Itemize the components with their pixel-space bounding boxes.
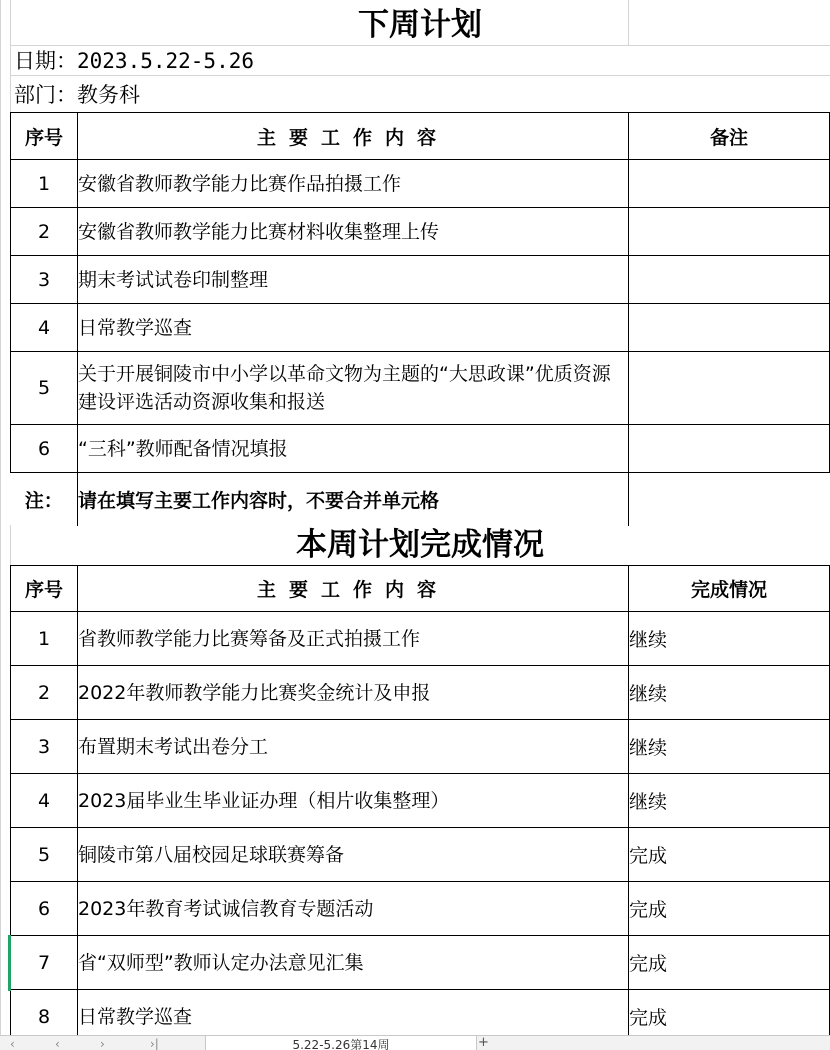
row-remark[interactable] (629, 352, 830, 425)
sheet-tab-bar (0, 1035, 830, 1050)
row-status[interactable]: 继续 (629, 666, 830, 720)
row-content[interactable]: 期末考试试卷印制整理 (78, 256, 629, 304)
table-row (11, 208, 830, 256)
row-number[interactable]: 5 (11, 828, 78, 882)
row-content[interactable]: 安徽省教师教学能力比赛作品拍摄工作 (78, 160, 629, 208)
this-week-table (10, 565, 830, 1035)
row-number[interactable]: 8 (11, 990, 78, 1036)
table-row (11, 256, 830, 304)
row-status[interactable]: 继续 (629, 720, 830, 774)
table-header-row (11, 113, 830, 160)
table-row (11, 828, 830, 882)
department-label: 部门：教务科 (14, 83, 140, 107)
row-number[interactable]: 4 (11, 304, 78, 352)
row-status[interactable]: 完成 (629, 882, 830, 936)
header-remark[interactable]: 备注 (629, 113, 830, 160)
table-row (11, 304, 830, 352)
row-content[interactable]: “三科”教师配备情况填报 (78, 425, 629, 473)
note-label[interactable]: 注： (11, 473, 78, 526)
row-status[interactable]: 完成 (629, 990, 830, 1036)
row-number[interactable]: 5 (11, 352, 78, 425)
active-sheet-tab[interactable]: 5.22-5.26第14周 (205, 1036, 477, 1050)
gridline (0, 0, 1, 1035)
row-content[interactable]: 省“双师型”教师认定办法意见汇集 (78, 936, 629, 990)
row-content[interactable]: 日常教学巡查 (78, 304, 629, 352)
table-header-row (11, 566, 830, 612)
header-content[interactable]: 主要工作内容 (78, 566, 629, 612)
note-row (11, 473, 830, 526)
row-content[interactable]: 铜陵市第八届校园足球联赛筹备 (78, 828, 629, 882)
row-number[interactable]: 1 (11, 160, 78, 208)
table-row (11, 720, 830, 774)
next-week-table (10, 112, 830, 526)
header-content[interactable]: 主要工作内容 (78, 113, 629, 160)
row-remark[interactable] (629, 256, 830, 304)
row-selection-marker (8, 935, 11, 991)
row-content[interactable]: 省教师教学能力比赛筹备及正式拍摄工作 (78, 612, 629, 666)
last-sheet-icon[interactable]: ›| (150, 1037, 159, 1050)
next-week-title: 下周计划 (358, 7, 482, 43)
first-sheet-icon[interactable]: ‹ (10, 1037, 15, 1050)
row-content[interactable]: 关于开展铜陵市中小学以革命文物为主题的“大思政课”优质资源建设评选活动资源收集和报送 (78, 352, 629, 425)
row-number[interactable]: 2 (11, 208, 78, 256)
row-number[interactable]: 4 (11, 774, 78, 828)
table-row (11, 352, 830, 425)
table-row (11, 936, 830, 990)
note-empty-cell[interactable] (629, 473, 830, 526)
row-number[interactable]: 2 (11, 666, 78, 720)
table-row (11, 774, 830, 828)
table-row (11, 425, 830, 473)
row-number[interactable]: 6 (11, 882, 78, 936)
row-number[interactable]: 6 (11, 425, 78, 473)
header-no[interactable]: 序号 (11, 113, 78, 160)
header-status[interactable]: 完成情况 (629, 566, 830, 612)
note-text[interactable]: 请在填写主要工作内容时，不要合并单元格 (78, 473, 629, 526)
row-remark[interactable] (629, 208, 830, 256)
row-content[interactable]: 布置期末考试出卷分工 (78, 720, 629, 774)
row-status[interactable]: 继续 (629, 612, 830, 666)
row-content[interactable]: 2022年教师教学能力比赛奖金统计及申报 (78, 666, 629, 720)
table-row (11, 990, 830, 1036)
row-content[interactable]: 2023年教育考试诚信教育专题活动 (78, 882, 629, 936)
row-content[interactable]: 安徽省教师教学能力比赛材料收集整理上传 (78, 208, 629, 256)
row-number[interactable]: 3 (11, 720, 78, 774)
row-content[interactable]: 日常教学巡查 (78, 990, 629, 1036)
prev-sheet-icon[interactable]: ‹ (55, 1037, 60, 1050)
row-number[interactable]: 7 (11, 936, 78, 990)
row-remark[interactable] (629, 304, 830, 352)
row-status[interactable]: 继续 (629, 774, 830, 828)
row-status[interactable]: 完成 (629, 828, 830, 882)
header-no[interactable]: 序号 (11, 566, 78, 612)
row-number[interactable]: 1 (11, 612, 78, 666)
table-row (11, 160, 830, 208)
row-number[interactable]: 3 (11, 256, 78, 304)
row-remark[interactable] (629, 160, 830, 208)
add-sheet-icon[interactable]: + (478, 1035, 489, 1050)
this-week-title: 本周计划完成情况 (296, 527, 544, 563)
row-remark[interactable] (629, 425, 830, 473)
table-row (11, 882, 830, 936)
row-status[interactable]: 完成 (629, 936, 830, 990)
row-content[interactable]: 2023届毕业生毕业证办理（相片收集整理） (78, 774, 629, 828)
next-sheet-icon[interactable]: › (100, 1037, 105, 1050)
table-row (11, 666, 830, 720)
table-row (11, 612, 830, 666)
date-label: 日期：2023.5.22-5.26 (14, 49, 255, 73)
